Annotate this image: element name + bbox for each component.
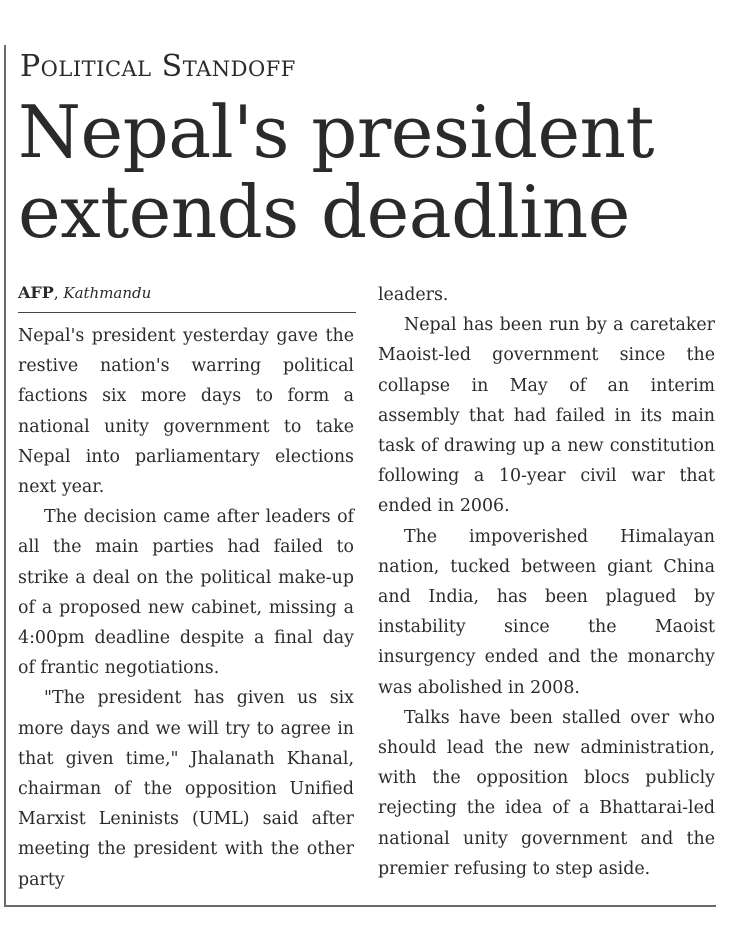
paragraph: "The president has given us six more days and we will try to agree in that given time," Jhalanath Khanal, chairman of the opposition Unified Marxist Leninists (UML) said after meeting the president with the other party: [18, 688, 354, 890]
byline: AFP, Kathmandu: [18, 283, 152, 302]
byline-agency: AFP: [18, 283, 54, 302]
paragraph: The decision came after leaders of all the main parties had failed to strike a deal on the political make-up of a proposed new cabinet, missing a 4:00pm deadline despite a final day of frantic negotiations.: [18, 507, 354, 679]
headline-line-1: Nepal's president: [18, 90, 654, 174]
paragraph: Talks have been stalled over who should lead the new administration, with the opposition blocs publicly rejecting the idea of a Bhattarai-led national unity government and the premier refusing to step aside.: [378, 707, 715, 879]
paragraph: Nepal's president yesterday gave the restive nation's warring political factions six more days to form a national unity government to take Nepal into parliamentary elections next year.: [18, 326, 354, 498]
article-column-1: [18, 321, 354, 895]
left-column-rule: [4, 45, 6, 907]
paragraph: Nepal has been run by a caretaker Maoist-led government since the collapse in May of an interim assembly that had failed in its main task of drawing up a new constitution following a 10-year civil war that ended in 2006.: [378, 315, 715, 517]
headline-line-2: extends deadline: [18, 170, 630, 254]
article-column-2: [378, 280, 715, 884]
byline-rule: [18, 312, 356, 313]
byline-place: Kathmandu: [63, 284, 152, 302]
bottom-rule: [4, 905, 716, 907]
kicker: Political Standoff: [20, 49, 296, 84]
paragraph-continuation: leaders.: [378, 285, 449, 305]
headline: [18, 92, 718, 252]
paragraph: The impoverished Himalayan nation, tucked between giant China and India, has been plagued by instability since the Maoist insurgency ended and the monarchy was abolished in 2008.: [378, 526, 715, 698]
